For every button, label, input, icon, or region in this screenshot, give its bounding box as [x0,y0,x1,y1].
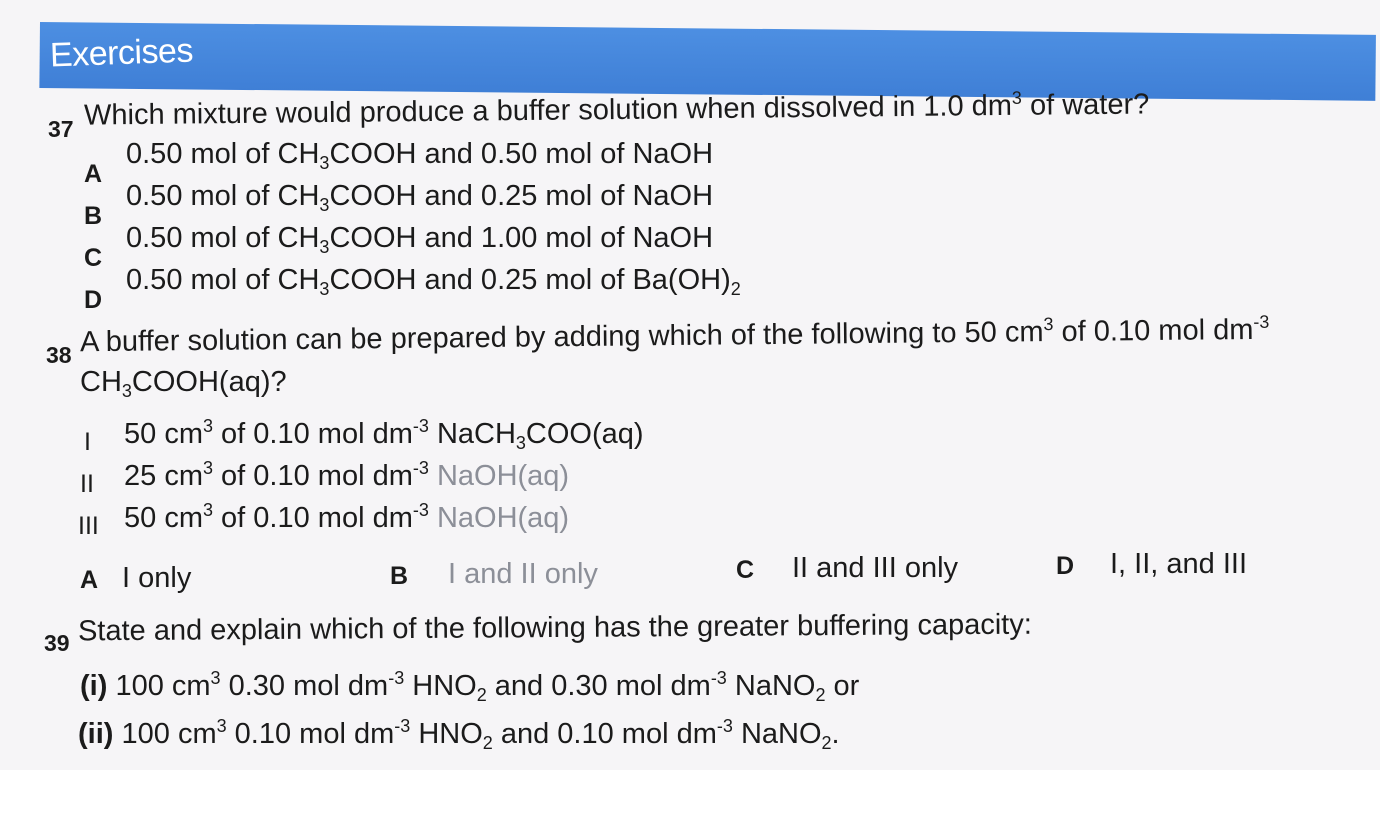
q38-answer-d-text: I, II, and III [1110,548,1248,580]
q39-item-i: (i) 100 $cm^3$ 0.30 mol $dm^{-3}$ $HNO_2$ and 0.30 mol $dm^{-3}$ NaNO$_2$ or [80,668,860,705]
q38-answer-b-letter: B [390,562,409,590]
exercises-title: Exercises [49,31,194,75]
q37-option-c-letter: C [84,244,103,272]
q37-option-a-text: 0.50 mol of $CH_3COOH$ and 0.50 mol of NaOH [126,138,714,173]
q38-answer-a-letter: A [80,566,99,594]
q38-answer-d-letter: D [1056,552,1075,580]
question-38-number: 38 [46,342,72,368]
q38-statement-ii-numeral: II [80,470,94,498]
q38-answer-c-letter: C [736,556,755,584]
q38-answer-b-text: I and II only [448,558,598,590]
q38-statement-i-numeral: I [84,428,91,456]
q37-option-a-letter: A [84,160,103,188]
question-38-line1: A buffer solution can be prepared by adding which of the following to 50 $cm^3$ of 0.10 mol $dm^{-3}$ [79,311,1270,359]
q37-option-d-letter: D [84,286,103,314]
question-37-number: 37 [48,116,74,142]
q38-answer-c-text: II and III only [792,552,959,584]
q37-option-b-text: 0.50 mol of $CH_3COOH$ and 0.25 mol of NaOH [126,180,714,215]
q37-option-d-text: 0.50 mol of $CH_3COOH$ and 0.25 mol of $Ba(OH)_2$ [126,264,741,299]
question-38-line2: $CH_3COOH(aq)$? [80,366,287,401]
question-37-text: Which mixture would produce a buffer solution when dissolved in 1.0 $dm^3$ of water? [83,87,1150,132]
exercises-header-band [39,22,1376,101]
q38-statement-ii-text: 25 $cm^3$ of 0.10 mol $dm^{-3}$ NaOH(aq) [124,458,570,492]
q38-statement-iii-numeral: III [78,512,99,540]
q38-statement-i-text: 50 $cm^3$ of 0.10 mol $dm^{-3}$ NaCH$_3$COO(aq) [124,416,644,453]
q38-statement-iii-text: 50 $cm^3$ of 0.10 mol $dm^{-3}$ NaOH(aq) [124,500,570,534]
question-39-text: State and explain which of the following has the greater buffering capacity: [77,608,1032,648]
q37-option-b-letter: B [84,202,103,230]
page-bottom-margin [0,770,1380,820]
question-39-number: 39 [44,630,70,656]
q37-option-c-text: 0.50 mol of $CH_3COOH$ and 1.00 mol of NaOH [126,222,714,257]
q38-answer-a-text: I only [122,562,192,594]
q39-item-ii: (ii) 100 $cm^3$ 0.10 mol $dm^{-3}$ $HNO_2$ and 0.10 mol $dm^{-3}$ NaNO$_2$. [78,716,840,753]
